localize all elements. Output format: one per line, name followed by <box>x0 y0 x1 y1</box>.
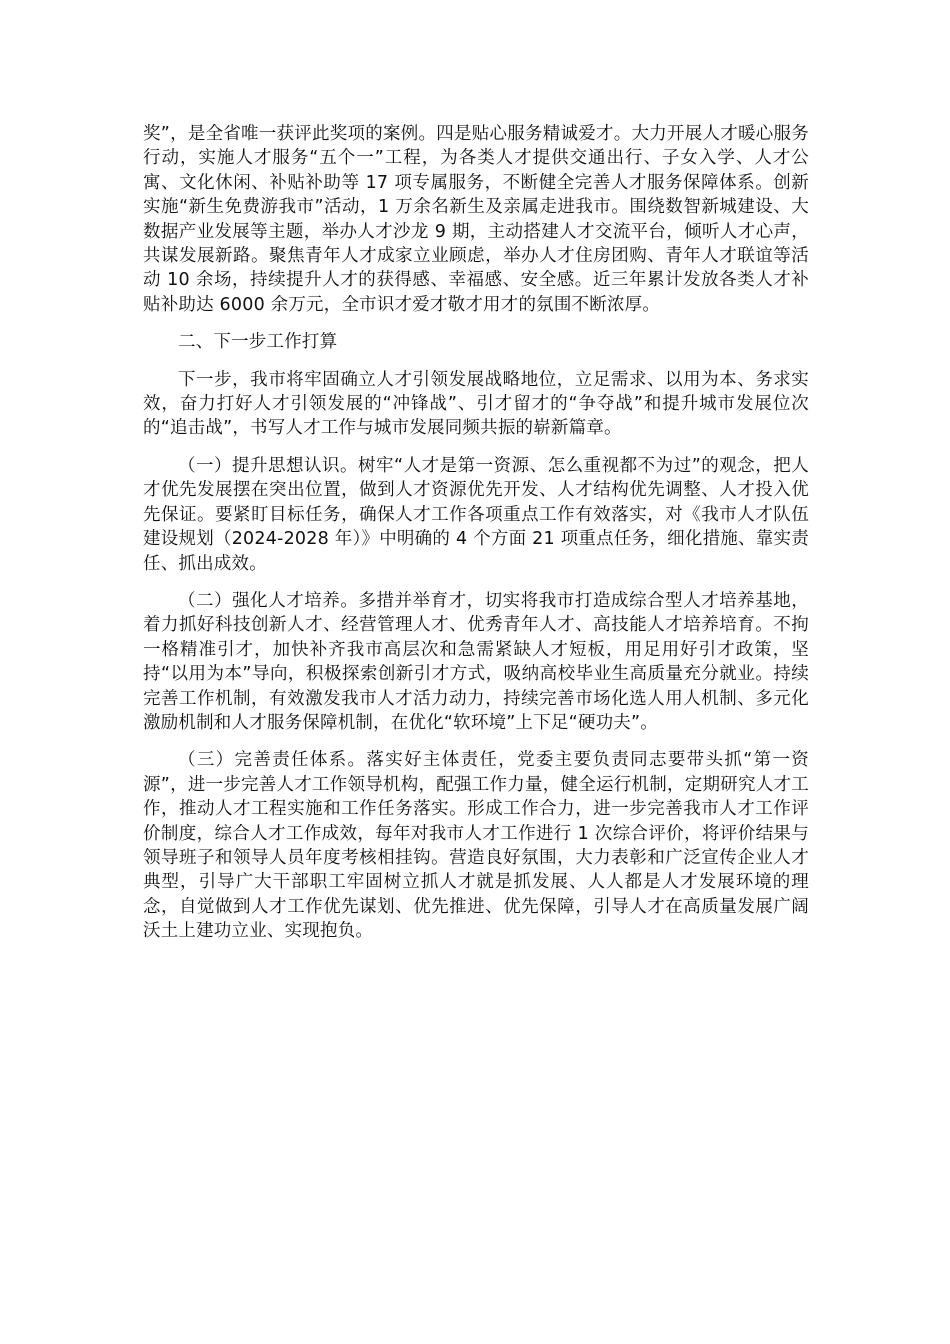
paragraph-item-1: （一）提升思想认识。树牢“人才是第一资源、怎么重视都不为过”的观念，把人才优先发展摆在突出位置，做到人才资源优先开发、人才结构优先调整、人才投入优先保证。要紧盯目标任务，确保人才工作各项重点工作有效落实，对《我市人才队伍建设规划（2024-2028 年）》中明确的 4 个方面 21 项重点任务，细化措施、靠实责任、抓出成效。 <box>143 455 809 574</box>
paragraph-talent-services: 奖”，是全省唯一获评此奖项的案例。四是贴心服务精诚爱才。大力开展人才暖心服务行动，实施人才服务“五个一”工程，为各类人才提供交通出行、子女入学、人才公寓、文化休闲、补贴补助等 17 项专属服务，不断健全完善人才服务保障体系。创新实施“新生免费游我市”活动，1 万余名新生及亲属走进我市。围绕数智新城建设、大数据产业发展等主题，举办人才沙龙 9 期，主动搭建人才交流平台，倾听人才心声，共谋发展新路。聚焦青年人才成家立业顾虑，举办人才住房团购、青年人才联谊等活动 10 余场，持续提升人才的获得感、幸福感、安全感。近三年累计发放各类人才补贴补助达 6000 余万元，全市识才爱才敬才用才的氛围不断浓厚。 <box>143 124 809 315</box>
document-body <box>143 122 809 957</box>
paragraph-next-steps-intro: 下一步，我市将牢固确立人才引领发展战略地位，立足需求、以用为本、务求实效，奋力打好人才引领发展的“冲锋战”、引才留才的“争夺战”和提升城市发展位次的“追击战”，书写人才工作与城市发展同频共振的崭新篇章。 <box>143 369 809 439</box>
paragraph-item-2: （二）强化人才培养。多措并举育才，切实将我市打造成综合型人才培养基地，着力抓好科技创新人才、经营管理人才、优秀青年人才、高技能人才培养培育。不拘一格精准引才，加快补齐我市高层次和急需紧缺人才短板，用足用好引才政策，坚持“以用为本”导向，积极探索创新引才方式，吸纳高校毕业生高质量充分就业。持续完善工作机制，有效激发我市人才活力动力，持续完善市场化选人用人机制、多元化激励机制和人才服务保障机制，在优化“软环境”上下足“硬功夫”。 <box>143 590 809 733</box>
section-heading-next-steps: 二、下一步工作打算 <box>178 332 338 353</box>
paragraph-item-3: （三）完善责任体系。落实好主体责任，党委主要负责同志要带头抓“第一资源”，进一步完善人才工作领导机构，配强工作力量，健全运行机制，定期研究人才工作，推动人才工程实施和工作任务落实。形成工作合力，进一步完善我市人才工作评价制度，综合人才工作成效，每年对我市人才工作进行 1 次综合评价，将评价结果与领导班子和领导人员年度考核相挂钩。营造良好氛围，大力表彰和广泛宣传企业人才典型，引导广大干部职工牢固树立抓人才就是抓发展、人人都是人才发展环境的理念，自觉做到人才工作优先谋划、优先推进、优先保障，引导人才在高质量发展广阔沃土上建功立业、实现抱负。 <box>143 750 809 942</box>
